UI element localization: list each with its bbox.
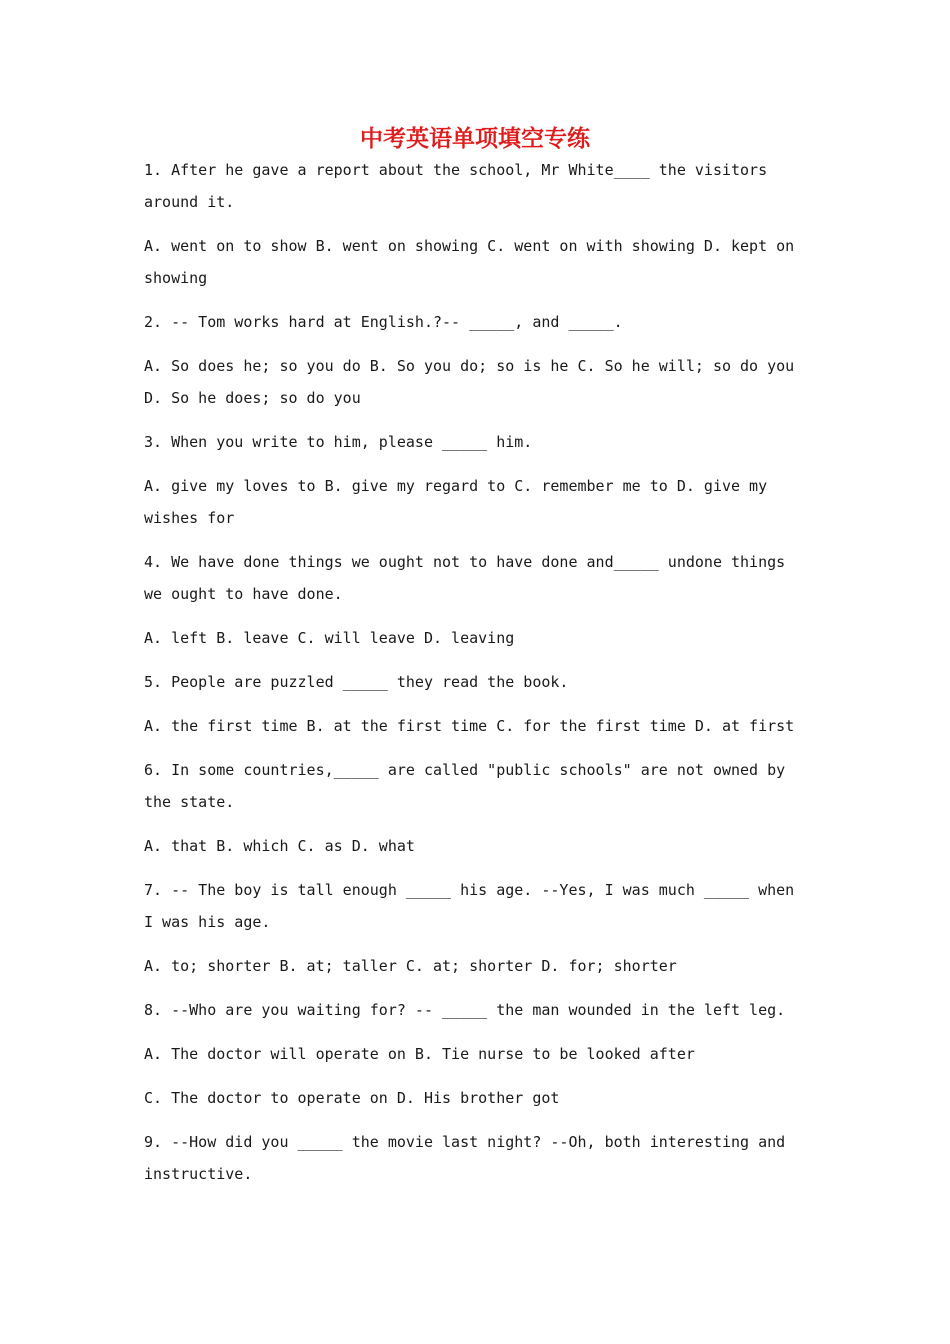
options-1: A. went on to show B. went on showing C. went on with showing D. kept on showing (144, 237, 804, 287)
document-body (144, 154, 804, 1202)
question-5: 5. People are puzzled _____ they read the book. (144, 673, 569, 691)
question-3: 3. When you write to him, please _____ him. (144, 433, 533, 451)
options-3: A. give my loves to B. give my regard to C. remember me to D. give my wishes for (144, 477, 777, 527)
options-6: A. that B. which C. as D. what (144, 837, 415, 855)
page-title: 中考英语单项填空专练 (360, 126, 590, 152)
options-8-ab: A. The doctor will operate on B. Tie nurse to be looked after (144, 1045, 695, 1063)
question-2: 2. -- Tom works hard at English.?-- _____, and _____. (144, 313, 623, 331)
question-9: 9. --How did you _____ the movie last night? --Oh, both interesting and instructive. (144, 1133, 795, 1183)
question-1: 1. After he gave a report about the school, Mr White____ the visitors around it. (144, 161, 777, 211)
question-7: 7. -- The boy is tall enough _____ his age. --Yes, I was much _____ when I was his age. (144, 881, 804, 931)
options-5: A. the first time B. at the first time C. for the first time D. at first (144, 717, 795, 735)
options-7: A. to; shorter B. at; taller C. at; shorter D. for; shorter (144, 957, 677, 975)
question-8: 8. --Who are you waiting for? -- _____ the man wounded in the left leg. (144, 1001, 786, 1019)
question-4: 4. We have done things we ought not to have done and_____ undone things we ought to have done. (144, 553, 795, 603)
options-8-cd: C. The doctor to operate on D. His brother got (144, 1089, 560, 1107)
options-2: A. So does he; so you do B. So you do; so is he C. So he will; so do you D. So he does; so do you (144, 357, 804, 407)
options-4: A. left B. leave C. will leave D. leaving (144, 629, 515, 647)
question-6: 6. In some countries,_____ are called "public schools" are not owned by the state. (144, 761, 795, 811)
